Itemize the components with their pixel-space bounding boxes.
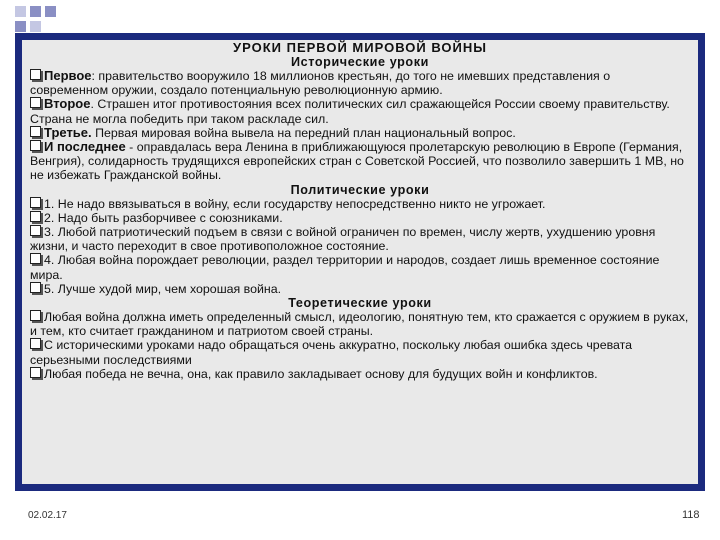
decor-square — [30, 21, 41, 32]
checkbox-bullet-icon — [30, 338, 41, 349]
checkbox-bullet-icon — [30, 97, 41, 108]
checkbox-bullet-icon — [30, 140, 41, 151]
historical-item — [30, 69, 690, 97]
historical-item — [30, 140, 690, 183]
historical-heading: Исторические уроки — [291, 55, 429, 69]
item-text: - оправдалась вера Ленина в приближающуюся пролетарскую революцию в Европе (Германия, Венгрия), солидарность трудящихся европейских стран с Советской Россией, что позволило завершить 1 МВ, но не избежать Гражданской войны. — [30, 140, 684, 183]
political-item — [30, 253, 690, 281]
item-text: 2. Надо быть разборчивее с союзниками. — [44, 210, 283, 225]
checkbox-bullet-icon — [30, 225, 41, 236]
theoretical-item — [30, 310, 690, 338]
decorative-squares — [0, 0, 720, 30]
page-number: 118 — [682, 509, 700, 521]
item-text: Первая мировая война вывела на передний план национальный вопрос. — [91, 125, 516, 140]
item-text: Любая война должна иметь определенный смысл, идеологию, понятную тем, кто сражается с оружием в руках, и тем, кто считает гражданином и патриотом своей страны. — [30, 310, 689, 339]
checkbox-bullet-icon — [30, 310, 41, 321]
slide-date: 02.02.17 — [28, 510, 67, 521]
political-item — [30, 225, 690, 253]
item-text: 5. Лучше худой мир, чем хорошая война. — [44, 281, 282, 296]
item-text: 1. Не надо ввязываться в войну, если государству непосредственно никто не угрожает. — [44, 196, 546, 211]
checkbox-bullet-icon — [30, 367, 41, 378]
political-item — [30, 211, 690, 225]
item-lead: И последнее — [44, 139, 126, 155]
item-text: 4. Любая война порождает революции, раздел территории и народов, создает лишь временное состояние мира. — [30, 253, 660, 282]
slide-content — [22, 40, 698, 484]
checkbox-bullet-icon — [30, 197, 41, 208]
item-text: . Страшен итог противостояния всех политических сил сражающейся России своему правительству. Страна не могла победить при таком раскладе сил. — [30, 97, 670, 126]
checkbox-bullet-icon — [30, 69, 41, 80]
item-text: Любая победа не вечна, она, как правило закладывает основу для будущих войн и конфликтов. — [44, 366, 598, 381]
item-lead: Второе — [44, 96, 91, 112]
political-heading: Политические уроки — [290, 182, 430, 197]
checkbox-bullet-icon — [30, 126, 41, 137]
political-item — [30, 197, 690, 211]
theoretical-heading: Теоретические уроки — [288, 296, 432, 311]
decor-square — [15, 6, 26, 17]
item-text: С историческими уроками надо обращаться очень аккуратно, поскольку любая ошибка здесь чревата серьезными последствиями — [30, 338, 633, 367]
decor-square — [30, 6, 41, 17]
theoretical-item — [30, 367, 690, 381]
slide-title: УРОКИ ПЕРВОЙ МИРОВОЙ ВОЙНЫ — [233, 40, 487, 55]
political-item — [30, 282, 690, 296]
checkbox-bullet-icon — [30, 211, 41, 222]
item-text: : правительство вооружило 18 миллионов крестьян, до того не имевших представления о современном оружии, создало потенциальную революционную армию. — [30, 69, 611, 98]
item-lead: Первое — [44, 68, 92, 83]
checkbox-bullet-icon — [30, 282, 41, 293]
checkbox-bullet-icon — [30, 253, 41, 264]
item-text: 3. Любой патриотический подъем в связи с войной ограничен по времен, числу жертв, ухудшению уровня жизни, и часто переходит в свое противоположное состояние. — [30, 225, 656, 254]
historical-item — [30, 126, 690, 140]
decor-square — [45, 6, 56, 17]
historical-item — [30, 97, 690, 125]
theoretical-item — [30, 338, 690, 366]
item-lead: Третье. — [44, 124, 92, 140]
decor-square — [15, 21, 26, 32]
